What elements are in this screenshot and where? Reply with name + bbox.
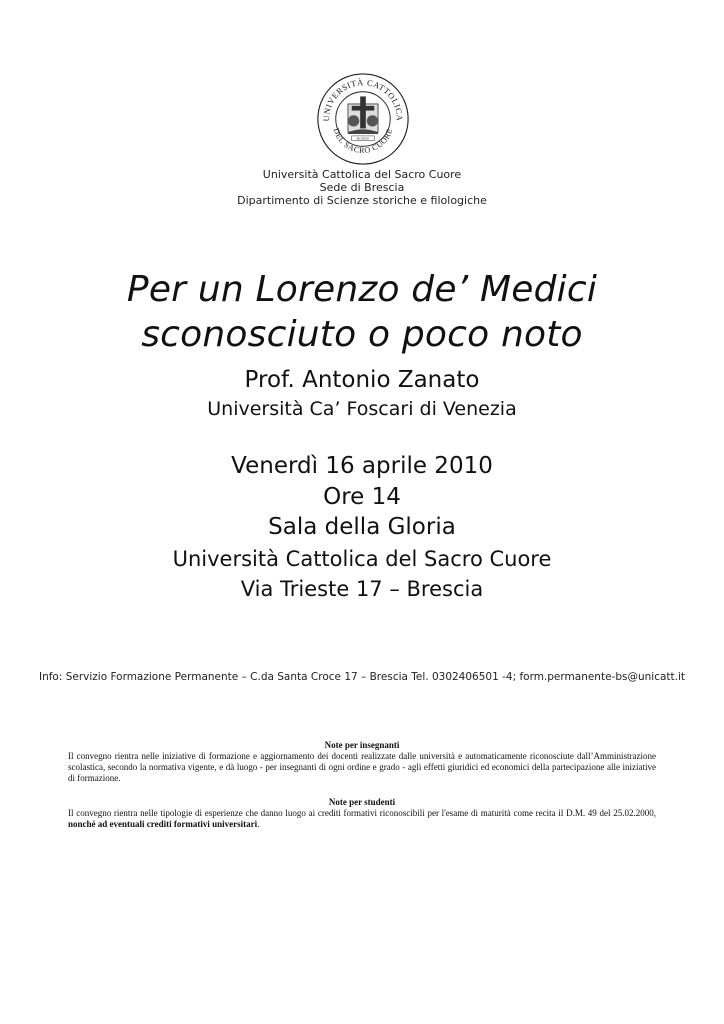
event-address: Via Trieste 17 – Brescia	[240, 577, 484, 601]
info-contact: Info: Servizio Formazione Permanente – C.da Santa Croce 17 – Brescia Tel. 0302406501 -4; form.permanente-bs@unicatt.it	[38, 671, 686, 683]
notes-teachers-body: Il convegno rientra nelle iniziative di formazione e aggiornamento dei docenti realizzate dalle università e automaticamente riconosciute dall’Amministrazione scolastica, secondo la normativa vigente, e dà luogo - per insegnanti di ogni ordine e grado - agli effetti giuridici ed economici della partecipazione alle iniziative di formazione.	[68, 751, 656, 783]
title-line-2: sconosciuto o poco noto	[141, 314, 583, 355]
title-line-1: Per un Lorenzo de’ Medici	[126, 269, 598, 310]
header-university: Università Cattolica del Sacro Cuore	[262, 168, 462, 181]
event-date: Venerdì 16 aprile 2010	[231, 453, 493, 479]
notes-students-body: Il convegno rientra nelle tipologie di esperienze che danno luogo ai crediti formativi riconoscibili per l'esame di maturità come recita il D.M. 49 del 25.02.2000,	[68, 808, 656, 818]
header-site: Sede di Brescia	[319, 181, 405, 194]
university-seal-logo	[316, 72, 410, 166]
notes-students-body-block	[68, 808, 656, 830]
notes-students-bold: nonché ad eventuali crediti formativi universitari	[68, 819, 258, 829]
header-department: Dipartimento di Scienze storiche e filologiche	[237, 194, 487, 207]
notes-teachers	[68, 740, 656, 784]
svg-text:DEL SACRO CUORE: DEL SACRO CUORE	[331, 126, 395, 155]
event-time: Ore 14	[323, 484, 401, 510]
notes-students	[68, 797, 656, 830]
svg-text:UNIVERSITÀ CATTOLICA: UNIVERSITÀ CATTOLICA	[321, 77, 405, 122]
notes-teachers-heading: Note per insegnanti	[324, 740, 400, 750]
event-venue: Università Cattolica del Sacro Cuore	[172, 547, 552, 571]
notes-students-heading: Note per studenti	[328, 797, 396, 807]
svg-text:MCMXXI: MCMXXI	[356, 136, 370, 141]
event-room: Sala della Gloria	[268, 514, 456, 540]
speaker-affiliation: Università Ca’ Foscari di Venezia	[207, 398, 517, 420]
notes-students-end: .	[257, 819, 260, 829]
speaker-name: Prof. Antonio Zanato	[244, 367, 480, 393]
